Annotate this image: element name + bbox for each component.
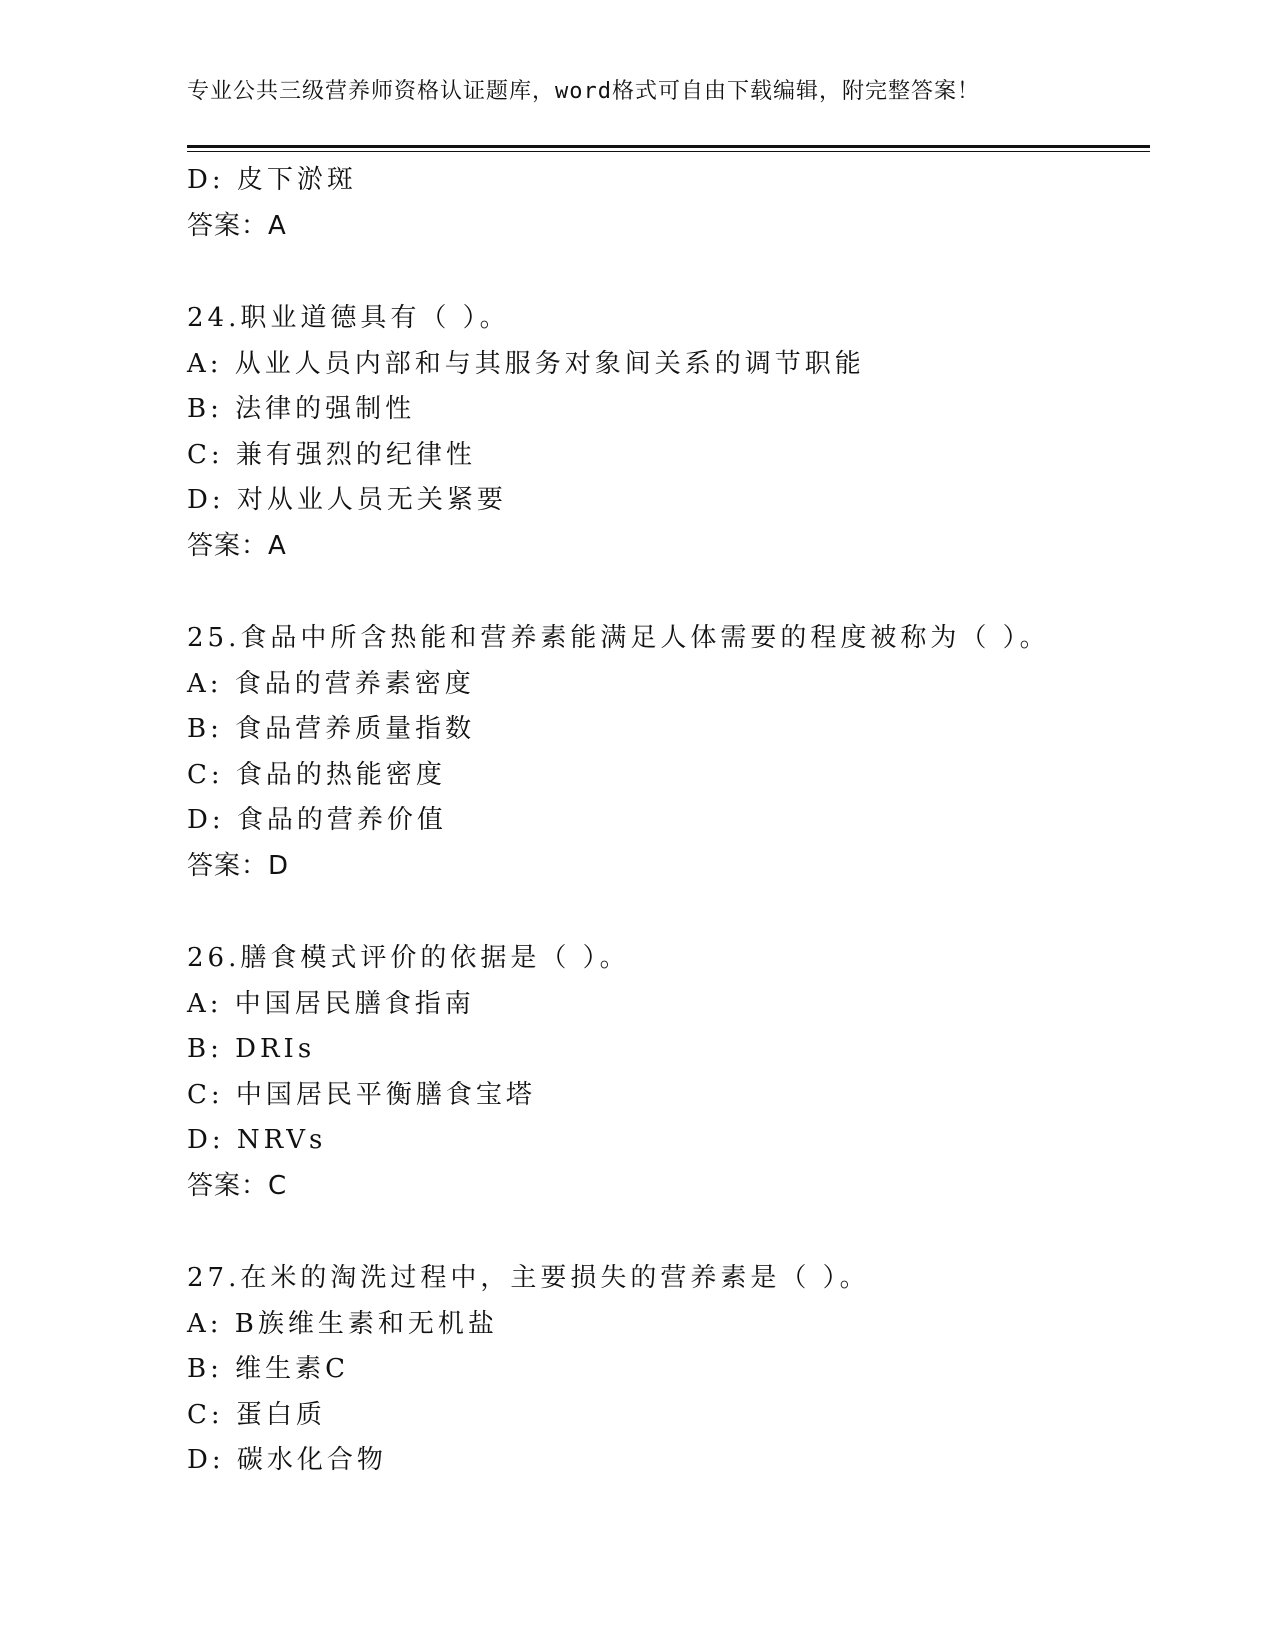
question-26-option-c: C: 中国居民平衡膳食宝塔 — [187, 1079, 536, 1110]
question-27-option-b: B: 维生素C — [187, 1354, 350, 1384]
question-list — [187, 158, 1147, 1484]
question-25-option-c: C: 食品的热能密度 — [187, 759, 446, 790]
question-27-stem: 27.在米的淘洗过程中，主要损失的营养素是（ ）。 — [187, 1263, 870, 1293]
question-24-stem: 24.职业道德具有（ ）。 — [187, 303, 510, 333]
question-24-answer: 答案：A — [187, 530, 287, 561]
question-25-option-d: D: 食品的营养价值 — [187, 805, 447, 835]
header-rule-thin — [187, 151, 1150, 152]
question-26-option-b: B: DRIs — [187, 1034, 316, 1064]
question-27-option-d: D: 碳水化合物 — [187, 1445, 387, 1475]
question-24-option-d: D: 对从业人员无关紧要 — [187, 485, 507, 515]
question-25-option-b: B: 食品营养质量指数 — [187, 714, 476, 744]
answer-prev: 答案：A — [187, 210, 287, 241]
spacer — [187, 249, 1147, 296]
question-24-option-a: A: 从业人员内部和与其服务对象间关系的调节职能 — [187, 348, 865, 379]
question-25-stem: 25.食品中所含热能和营养素能满足人体需要的程度被称为（ ）。 — [187, 623, 1050, 653]
spacer — [187, 1209, 1147, 1256]
spacer — [187, 889, 1147, 936]
question-26-option-a: A: 中国居民膳食指南 — [187, 988, 475, 1019]
question-26-stem: 26.膳食模式评价的依据是（ ）。 — [187, 943, 630, 973]
question-24-option-c: C: 兼有强烈的纪律性 — [187, 439, 476, 470]
question-27-option-c: C: 蛋白质 — [187, 1399, 326, 1430]
question-26-answer: 答案：C — [187, 1170, 288, 1201]
question-24-option-b: B: 法律的强制性 — [187, 394, 416, 424]
option-d-prev: D: 皮下淤斑 — [187, 165, 357, 195]
spacer — [187, 569, 1147, 616]
question-26-option-d: D: NRVs — [187, 1125, 327, 1155]
question-25-answer: 答案：D — [187, 850, 290, 881]
question-25-option-a: A: 食品的营养素密度 — [187, 668, 475, 699]
page-header-text: 专业公共三级营养师资格认证题库，word格式可自由下载编辑，附完整答案！ — [187, 79, 980, 104]
header-rule-thick — [187, 145, 1150, 148]
question-27-option-a: A: B族维生素和无机盐 — [187, 1308, 498, 1339]
